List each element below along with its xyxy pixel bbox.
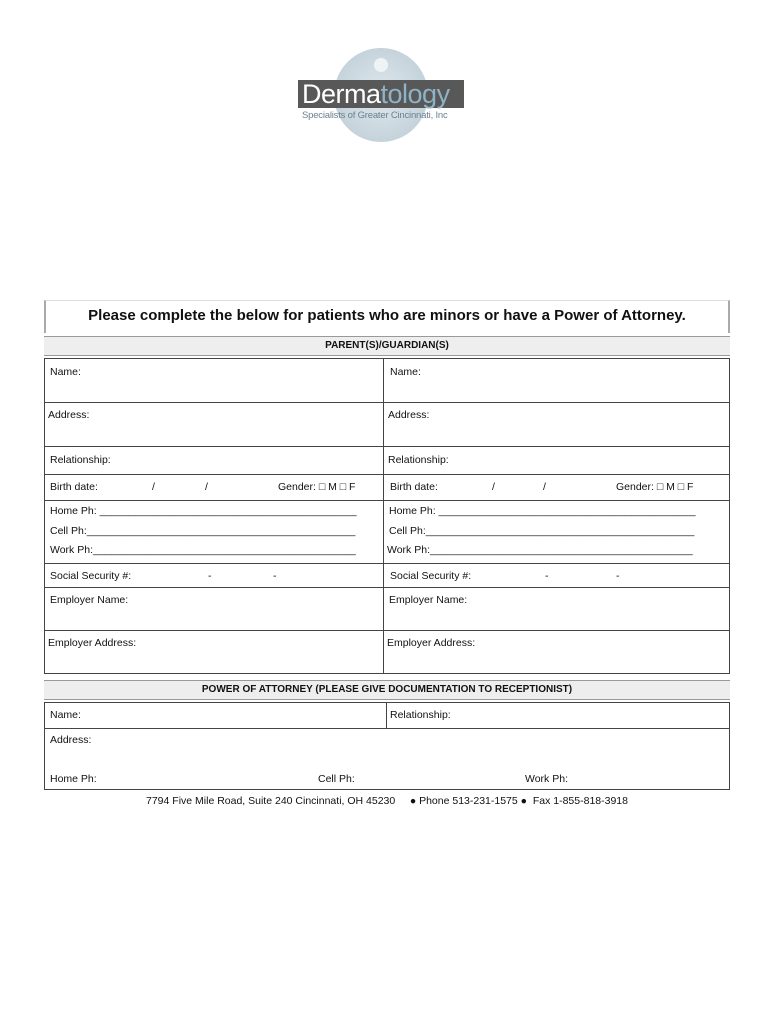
poa-home-phone-field[interactable]: Home Ph: xyxy=(50,773,97,785)
guardian2-employer-name-field[interactable]: Employer Name: xyxy=(389,594,468,606)
logo xyxy=(298,48,468,148)
poa-table xyxy=(44,702,730,790)
guardian2-gender-checkboxes[interactable]: Gender: □ M □ F xyxy=(616,481,694,493)
guardian1-employer-name-field[interactable]: Employer Name: xyxy=(50,594,129,606)
poa-cell-phone-field[interactable]: Cell Ph: xyxy=(318,773,355,785)
poa-work-phone-field[interactable]: Work Ph: xyxy=(525,773,568,785)
guardian2-name-field[interactable]: Name: xyxy=(390,366,421,378)
logo-wordmark: Dermatology xyxy=(302,79,450,109)
row-divider xyxy=(44,563,730,564)
logo-subtitle: Specialists of Greater Cincinnati, Inc xyxy=(302,110,448,121)
guardian1-relationship-field[interactable]: Relationship: xyxy=(50,454,111,466)
guardian2-relationship-field[interactable]: Relationship: xyxy=(388,454,449,466)
guardian2-address-field[interactable]: Address: xyxy=(388,409,430,421)
poa-relationship-field[interactable]: Relationship: xyxy=(390,709,451,721)
form-title: Please complete the below for patients who are minors or have a Power of Attorney. xyxy=(88,307,686,324)
ssn-dash: - xyxy=(208,570,212,582)
guardian1-name-field[interactable]: Name: xyxy=(50,366,81,378)
guardian1-home-phone-field[interactable]: Home Ph: ____________________________________________ xyxy=(50,505,357,517)
footer-contact: 7794 Five Mile Road, Suite 240 Cincinnati, OH 45230 ● Phone 513-231-1575 ● Fax 1-855-818-3918 xyxy=(146,795,628,807)
row-divider xyxy=(44,587,730,588)
guardian1-gender-checkboxes[interactable]: Gender: □ M □ F xyxy=(278,481,356,493)
date-slash: / xyxy=(543,481,546,493)
parents-section-header: PARENT(S)/GUARDIAN(S) xyxy=(44,336,730,356)
row-divider xyxy=(44,402,730,403)
row-divider xyxy=(44,474,730,475)
date-slash: / xyxy=(152,481,155,493)
poa-section-header: POWER OF ATTORNEY (PLEASE GIVE DOCUMENTATION TO RECEPTIONIST) xyxy=(44,680,730,700)
guardian2-employer-address-field[interactable]: Employer Address: xyxy=(387,637,476,649)
guardian1-birthdate-field[interactable]: Birth date: xyxy=(50,481,98,493)
guardian2-birthdate-field[interactable]: Birth date: xyxy=(390,481,438,493)
date-slash: / xyxy=(205,481,208,493)
guardian2-home-phone-field[interactable]: Home Ph: ____________________________________________ xyxy=(389,505,696,517)
ssn-dash: - xyxy=(616,570,620,582)
guardian2-work-phone-field[interactable]: Work Ph:_____________________________________________ xyxy=(387,544,693,556)
row-divider xyxy=(44,446,730,447)
ssn-dash: - xyxy=(273,570,277,582)
column-divider xyxy=(383,358,384,674)
guardian1-work-phone-field[interactable]: Work Ph:_____________________________________________ xyxy=(50,544,356,556)
row-divider xyxy=(44,728,730,729)
logo-figure-icon xyxy=(374,58,388,72)
poa-name-field[interactable]: Name: xyxy=(50,709,81,721)
poa-address-field[interactable]: Address: xyxy=(50,734,92,746)
row-divider xyxy=(44,500,730,501)
guardian2-ssn-field[interactable]: Social Security #: xyxy=(390,570,472,582)
date-slash: / xyxy=(492,481,495,493)
guardian1-address-field[interactable]: Address: xyxy=(48,409,90,421)
guardian2-cell-phone-field[interactable]: Cell Ph:______________________________________________ xyxy=(389,525,695,537)
guardian1-cell-phone-field[interactable]: Cell Ph:______________________________________________ xyxy=(50,525,356,537)
guardian1-employer-address-field[interactable]: Employer Address: xyxy=(48,637,137,649)
column-divider xyxy=(386,702,387,728)
ssn-dash: - xyxy=(545,570,549,582)
guardian1-ssn-field[interactable]: Social Security #: xyxy=(50,570,132,582)
row-divider xyxy=(44,630,730,631)
